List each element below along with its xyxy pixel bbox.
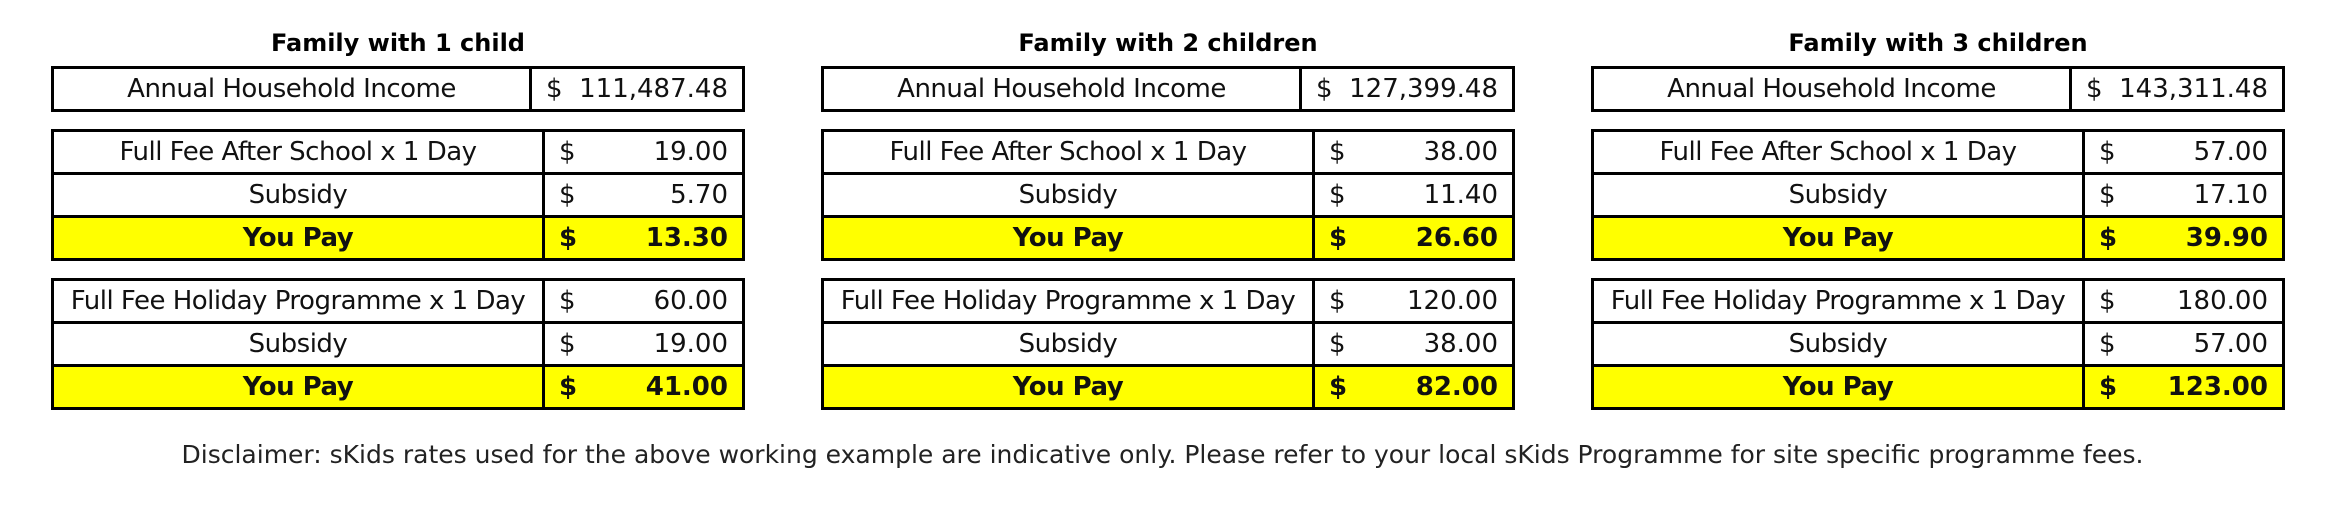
- income-label: Annual Household Income: [1594, 69, 2072, 109]
- family-3-section: [1591, 24, 2285, 427]
- after-school-subsidy-row: [824, 172, 1512, 215]
- income-table: [1591, 66, 2285, 112]
- after-school-subsidy-value: 5.70: [670, 180, 728, 210]
- currency-symbol: $: [559, 223, 578, 253]
- after-school-subsidy-value: 17.10: [2193, 180, 2268, 210]
- holiday-fee-row: [54, 281, 742, 321]
- family-title: Family with 3 children: [1788, 29, 2088, 57]
- after-school-table: [821, 129, 1515, 261]
- after-school-pay-label: You Pay: [54, 218, 545, 258]
- after-school-pay-value: 39.90: [2185, 223, 2268, 253]
- income-row: [824, 69, 1512, 109]
- holiday-pay-value: 41.00: [645, 372, 728, 402]
- holiday-pay-row: [54, 364, 742, 407]
- currency-symbol: $: [2099, 372, 2118, 402]
- income-label: Annual Household Income: [54, 69, 532, 109]
- holiday-fee-value: 120.00: [1407, 286, 1498, 316]
- after-school-fee-row: [824, 132, 1512, 172]
- income-label: Annual Household Income: [824, 69, 1302, 109]
- currency-symbol: $: [2086, 74, 2103, 104]
- holiday-table: [51, 278, 745, 410]
- holiday-subsidy-row: [824, 321, 1512, 364]
- currency-symbol: $: [1329, 286, 1346, 316]
- holiday-subsidy-row: [54, 321, 742, 364]
- currency-symbol: $: [559, 180, 576, 210]
- after-school-pay-value: 26.60: [1415, 223, 1498, 253]
- after-school-pay-label: You Pay: [824, 218, 1315, 258]
- after-school-fee-row: [54, 132, 742, 172]
- holiday-fee-row: [1594, 281, 2282, 321]
- after-school-table: [51, 129, 745, 261]
- holiday-subsidy-row: [1594, 321, 2282, 364]
- currency-symbol: $: [2099, 137, 2116, 167]
- holiday-fee-label: Full Fee Holiday Programme x 1 Day: [824, 281, 1315, 321]
- currency-symbol: $: [559, 137, 576, 167]
- after-school-pay-row: [54, 215, 742, 258]
- after-school-subsidy-label: Subsidy: [54, 175, 545, 215]
- holiday-pay-row: [1594, 364, 2282, 407]
- income-table: [51, 66, 745, 112]
- holiday-subsidy-label: Subsidy: [824, 324, 1315, 364]
- after-school-fee-label: Full Fee After School x 1 Day: [1594, 132, 2085, 172]
- holiday-pay-value: 82.00: [1415, 372, 1498, 402]
- holiday-table: [1591, 278, 2285, 410]
- holiday-pay-label: You Pay: [1594, 367, 2085, 407]
- holiday-subsidy-label: Subsidy: [54, 324, 545, 364]
- income-value: 127,399.48: [1349, 74, 1498, 104]
- after-school-table: [1591, 129, 2285, 261]
- income-value: 111,487.48: [579, 74, 728, 104]
- family-title: Family with 2 children: [1018, 29, 1318, 57]
- holiday-pay-label: You Pay: [54, 367, 545, 407]
- currency-symbol: $: [1316, 74, 1333, 104]
- currency-symbol: $: [2099, 329, 2116, 359]
- income-row: [1594, 69, 2282, 109]
- after-school-fee-value: 38.00: [1423, 137, 1498, 167]
- holiday-fee-value: 60.00: [653, 286, 728, 316]
- after-school-fee-value: 19.00: [653, 137, 728, 167]
- after-school-fee-row: [1594, 132, 2282, 172]
- after-school-subsidy-value: 11.40: [1423, 180, 1498, 210]
- income-row: [54, 69, 742, 109]
- currency-symbol: $: [1329, 180, 1346, 210]
- holiday-fee-label: Full Fee Holiday Programme x 1 Day: [1594, 281, 2085, 321]
- holiday-fee-value: 180.00: [2177, 286, 2268, 316]
- after-school-subsidy-label: Subsidy: [1594, 175, 2085, 215]
- holiday-pay-value: 123.00: [2167, 372, 2268, 402]
- after-school-pay-row: [824, 215, 1512, 258]
- currency-symbol: $: [559, 329, 576, 359]
- holiday-fee-label: Full Fee Holiday Programme x 1 Day: [54, 281, 545, 321]
- family-2-section: [821, 24, 1515, 427]
- after-school-subsidy-row: [1594, 172, 2282, 215]
- after-school-fee-label: Full Fee After School x 1 Day: [824, 132, 1315, 172]
- currency-symbol: $: [546, 74, 563, 104]
- disclaimer-text: Disclaimer: sKids rates used for the above working example are indicative only. Please refer to your local sKids Programme for site specific programme fees.: [181, 440, 2144, 469]
- currency-symbol: $: [2099, 286, 2116, 316]
- income-table: [821, 66, 1515, 112]
- after-school-pay-row: [1594, 215, 2282, 258]
- holiday-fee-row: [824, 281, 1512, 321]
- currency-symbol: $: [2099, 180, 2116, 210]
- currency-symbol: $: [559, 372, 578, 402]
- currency-symbol: $: [559, 286, 576, 316]
- holiday-subsidy-value: 38.00: [1423, 329, 1498, 359]
- currency-symbol: $: [1329, 329, 1346, 359]
- family-title: Family with 1 child: [271, 29, 525, 57]
- holiday-subsidy-label: Subsidy: [1594, 324, 2085, 364]
- after-school-pay-label: You Pay: [1594, 218, 2085, 258]
- currency-symbol: $: [1329, 372, 1348, 402]
- holiday-pay-label: You Pay: [824, 367, 1315, 407]
- currency-symbol: $: [2099, 223, 2118, 253]
- holiday-subsidy-value: 57.00: [2193, 329, 2268, 359]
- holiday-subsidy-value: 19.00: [653, 329, 728, 359]
- currency-symbol: $: [1329, 223, 1348, 253]
- income-value: 143,311.48: [2119, 74, 2268, 104]
- after-school-fee-value: 57.00: [2193, 137, 2268, 167]
- holiday-pay-row: [824, 364, 1512, 407]
- holiday-table: [821, 278, 1515, 410]
- currency-symbol: $: [1329, 137, 1346, 167]
- after-school-pay-value: 13.30: [645, 223, 728, 253]
- family-1-section: [51, 24, 745, 427]
- after-school-fee-label: Full Fee After School x 1 Day: [54, 132, 545, 172]
- after-school-subsidy-label: Subsidy: [824, 175, 1315, 215]
- after-school-subsidy-row: [54, 172, 742, 215]
